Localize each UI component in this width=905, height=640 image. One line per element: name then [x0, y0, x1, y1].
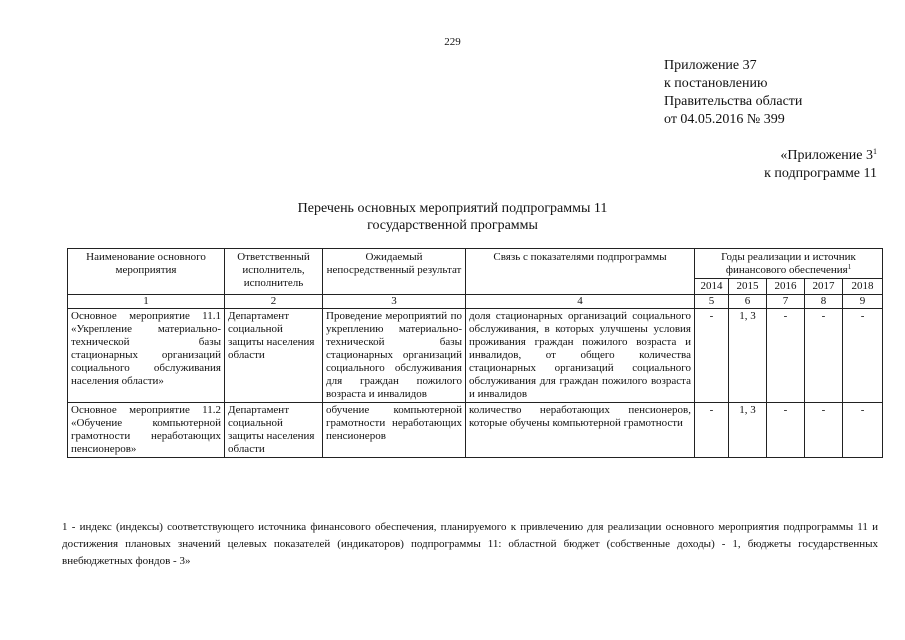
column-number: 5 [695, 295, 729, 309]
superscript-index: 1 [847, 263, 852, 271]
expected-result-cell: обучение компьютерной грамотности неработающих пенсионеров [323, 403, 466, 458]
page-number: 229 [444, 36, 461, 48]
year-value-cell: - [767, 309, 805, 403]
footnote: 1 - индекс (индексы) соответствующего источника финансового обеспечения, планируемого к привлечению для реализации основного мероприятия подпрограммы 11 и достижения плановых значений целевых показателей (индикаторов) подпрограммы 11: областной бюджет (собственные доходы) - 1, бюджеты государственных внебюджетных фондов - 3» [62, 521, 878, 567]
header-year: 2015 [729, 279, 767, 295]
header-year: 2017 [805, 279, 843, 295]
column-number: 6 [729, 295, 767, 309]
column-number: 7 [767, 295, 805, 309]
header-indicator-link: Связь с показателями подпрограммы [466, 249, 695, 295]
appendix-line: к постановлению [664, 76, 768, 91]
title-line: государственной программы [367, 218, 538, 233]
column-number: 8 [805, 295, 843, 309]
year-value-cell: 1, 3 [729, 309, 767, 403]
appendix-block [664, 57, 802, 129]
expected-result-cell: Проведение мероприятий по укреплению материально-технической базы стационарных организаций социального обслуживания для граждан пожилого возраста и инвалидов [323, 309, 466, 403]
year-value-cell: 1, 3 [729, 403, 767, 458]
title-line: Перечень основных мероприятий подпрограммы 11 [297, 201, 608, 216]
subprogram-appendix-line [764, 147, 877, 165]
year-value-cell: - [695, 403, 729, 458]
header-year: 2016 [767, 279, 805, 295]
indicator-cell: количество неработающих пенсионеров, которые обучены компьютерной грамотности [466, 403, 695, 458]
header-years-text: Годы реализации и источник финансового обеспечения [721, 251, 856, 276]
column-number-row [68, 295, 883, 309]
header-year: 2018 [843, 279, 883, 295]
column-number: 3 [323, 295, 466, 309]
column-number: 4 [466, 295, 695, 309]
appendix-line: Правительства области [664, 94, 803, 109]
table-row [68, 403, 883, 458]
year-value-cell: - [843, 403, 883, 458]
subprogram-appendix-block [764, 147, 877, 183]
executor-cell: Департамент социальной защиты населения области [225, 309, 323, 403]
activity-name-cell: Основное мероприятие 11.2 «Обучение компьютерной грамотности неработающих пенсионеров» [68, 403, 225, 458]
header-year: 2014 [695, 279, 729, 295]
subprogram-appendix-line: к подпрограмме 11 [764, 166, 877, 181]
indicator-cell: доля стационарных организаций социального обслуживания, в которых улучшены условия проживания граждан пожилого возраста и инвалидов, от общего количества стационарных организаций социального обслуживания для граждан пожилого возраста и инвалидов [466, 309, 695, 403]
column-number: 9 [843, 295, 883, 309]
table-header-row [68, 249, 883, 279]
year-value-cell: - [695, 309, 729, 403]
document-title [0, 200, 905, 234]
appendix-line: от 04.05.2016 № 399 [664, 112, 785, 127]
column-number: 2 [225, 295, 323, 309]
year-value-cell: - [805, 309, 843, 403]
year-value-cell: - [805, 403, 843, 458]
appendix-line: Приложение 37 [664, 58, 757, 73]
year-value-cell: - [843, 309, 883, 403]
activities-table [67, 248, 883, 458]
header-expected-result: Ожидаемый непосредственный результат [323, 249, 466, 295]
column-number: 1 [68, 295, 225, 309]
superscript-index: 1 [873, 147, 877, 156]
subprogram-appendix-text: «Приложение 3 [780, 148, 873, 163]
executor-cell: Департамент социальной защиты населения области [225, 403, 323, 458]
activity-name-cell: Основное мероприятие 11.1 «Укрепление материально-технической базы стационарных организаций социального обслуживания населения области» [68, 309, 225, 403]
header-executor: Ответственный исполнитель, исполнитель [225, 249, 323, 295]
header-activity-name: Наименование основного мероприятия [68, 249, 225, 295]
year-value-cell: - [767, 403, 805, 458]
header-years-group [695, 249, 883, 279]
table-row [68, 309, 883, 403]
